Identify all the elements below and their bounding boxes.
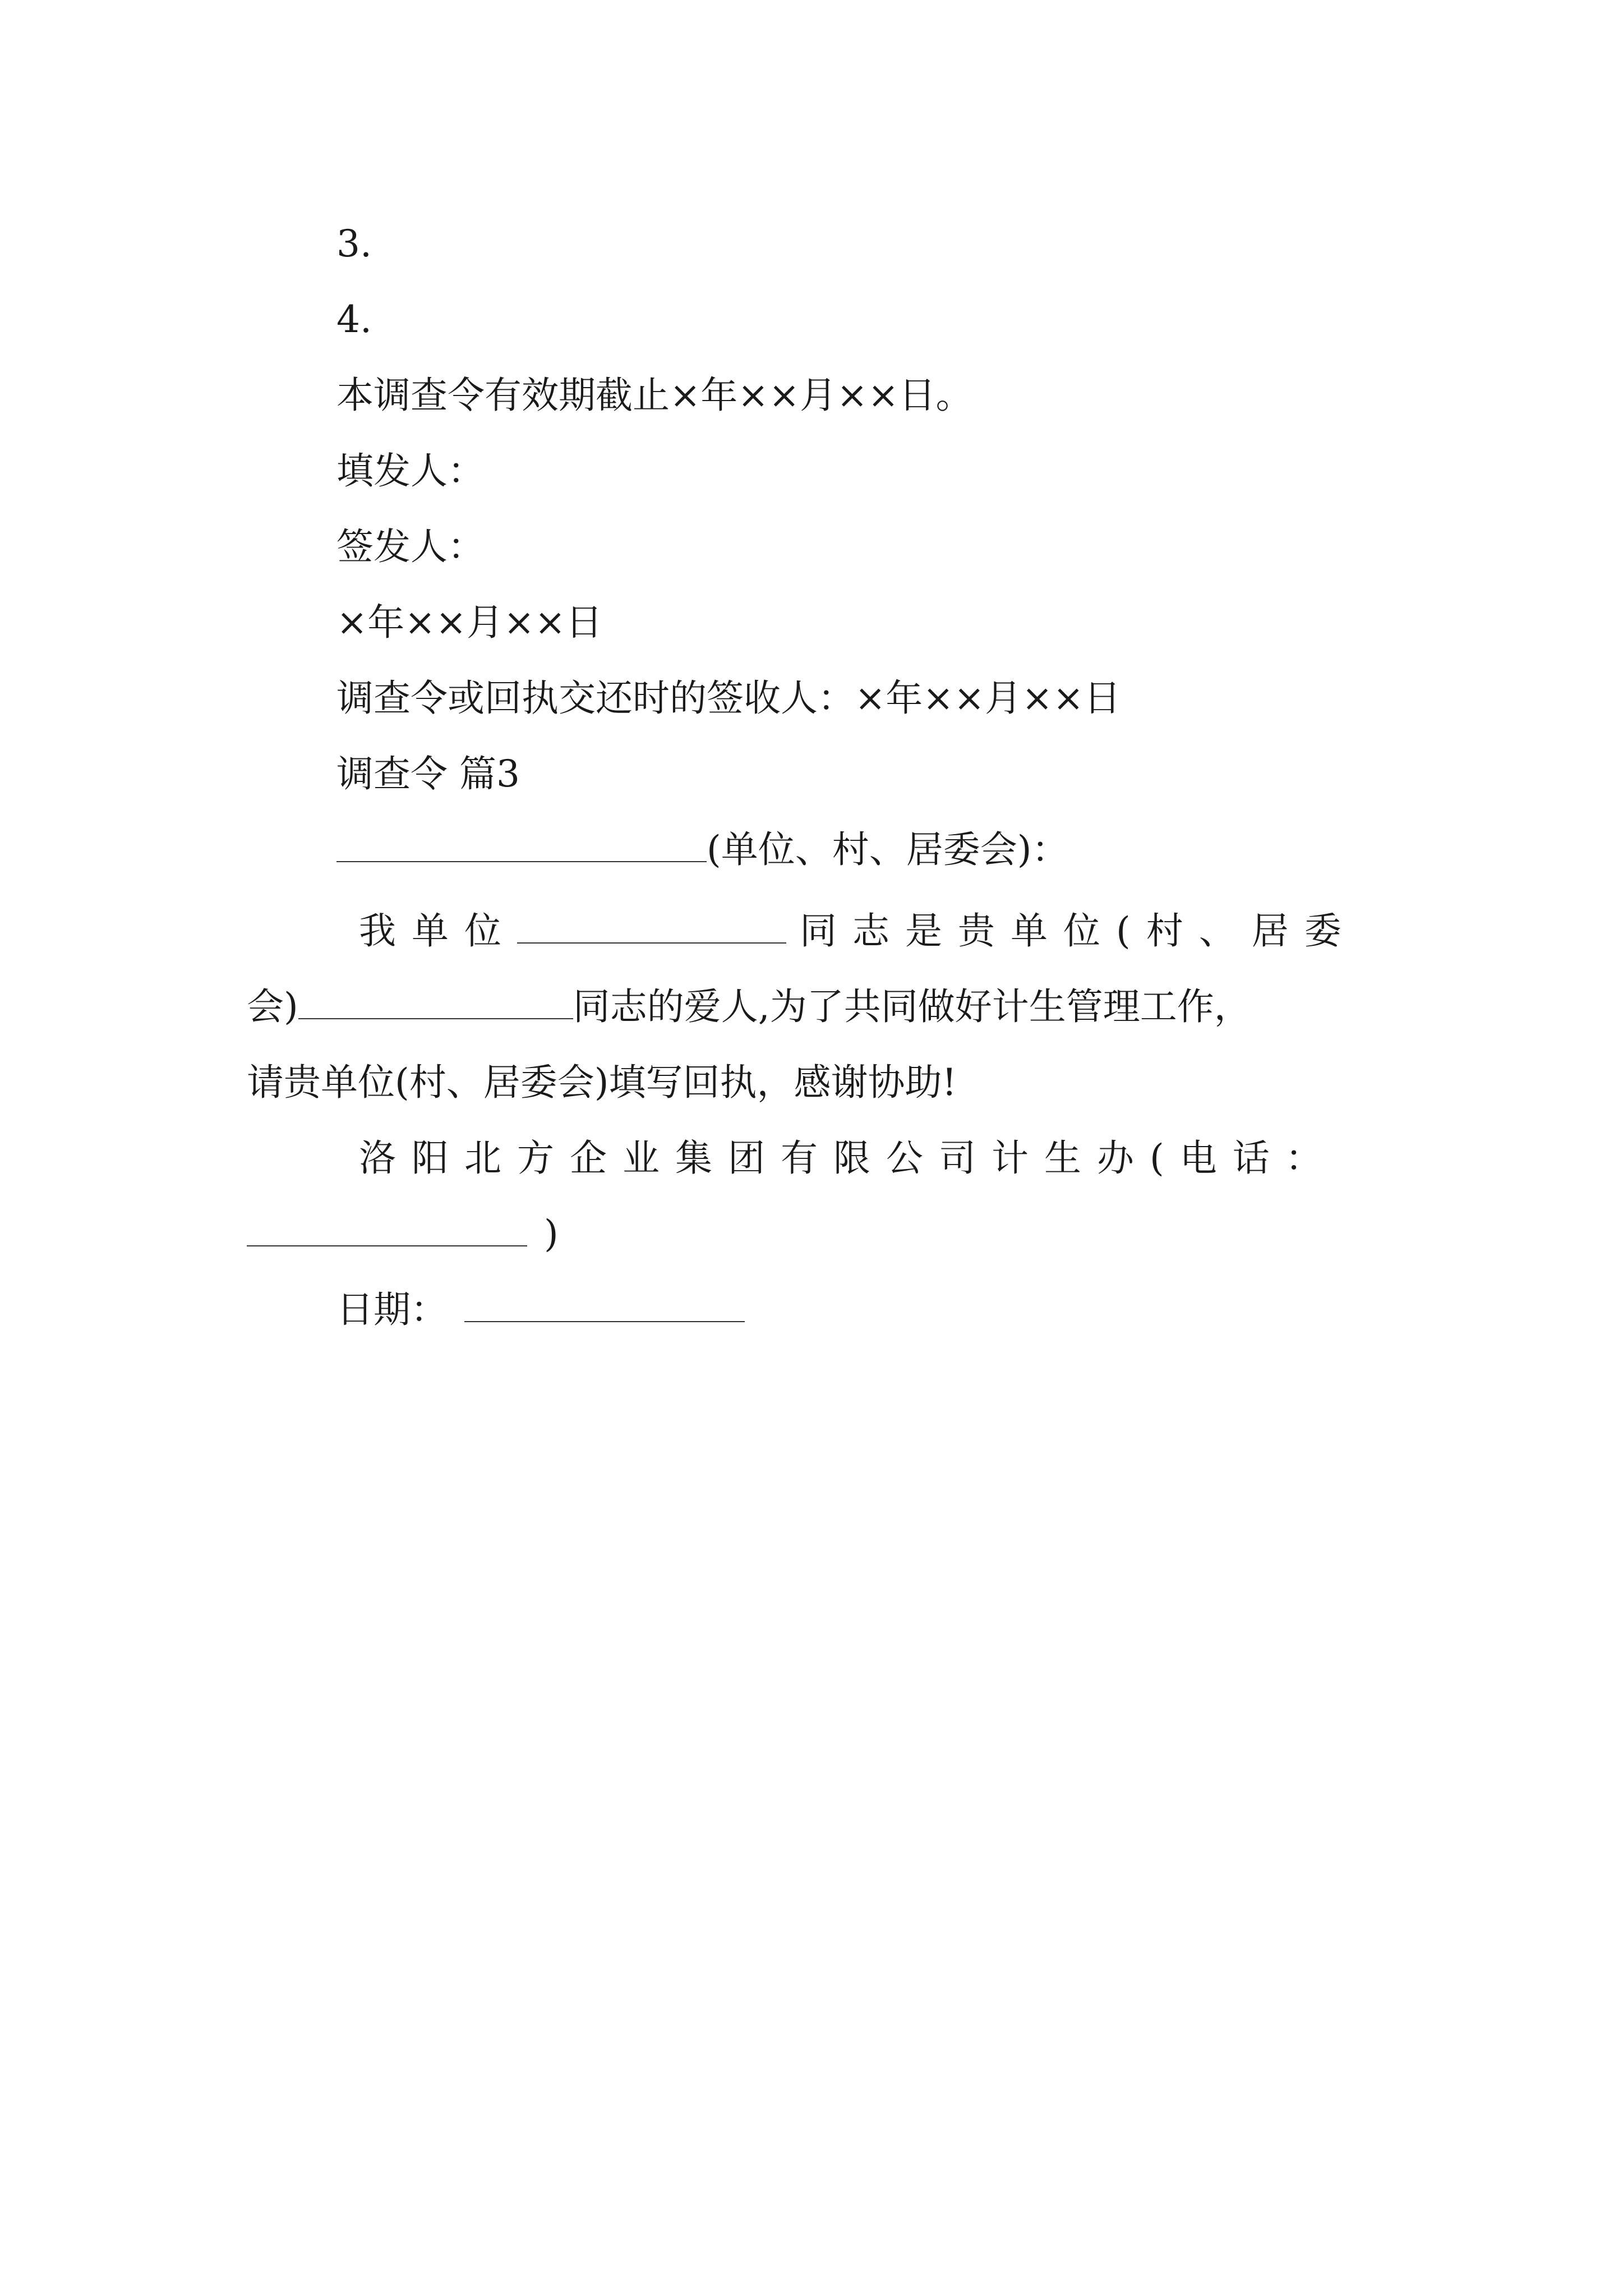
colleague-name-blank[interactable]: [517, 909, 786, 944]
phone-blank[interactable]: [247, 1212, 527, 1246]
spouse-name-blank[interactable]: [298, 984, 573, 1019]
addressee-line: [336, 827, 1069, 872]
phone-line: [247, 1212, 559, 1257]
signer-label: 签发人：: [336, 525, 485, 568]
body-line-1: [359, 909, 1357, 954]
close-paren: ): [544, 1212, 559, 1255]
addressee-suffix: (单位、村、居委会)：: [707, 828, 1069, 871]
body1-suffix: 同志是贵单位(村、居委: [800, 909, 1357, 953]
addressee-blank[interactable]: [336, 827, 707, 862]
date-field-line: [336, 1287, 745, 1332]
body-line-2: [247, 984, 1251, 1029]
validity-line: 本调查令有效期截止×年××月××日。: [336, 374, 973, 417]
body2-prefix: 会): [247, 985, 298, 1028]
item-3: 3.: [336, 222, 372, 265]
filler-label: 填发人：: [336, 449, 485, 493]
org-line: [359, 1136, 1338, 1181]
date-line: ×年××月××日: [336, 601, 603, 644]
body2-suffix: 同志的爱人,为了共同做好计生管理工作，: [573, 985, 1251, 1028]
receiver-line: 调查令或回执交还时的签收人：×年××月××日: [336, 677, 1121, 720]
section-title: 调查令 篇3: [336, 752, 520, 795]
body1-prefix: 我单位: [359, 909, 517, 953]
item-4: 4.: [336, 298, 372, 341]
date-label: 日期：: [336, 1288, 448, 1331]
body-line-3: 请贵单位(村、居委会)填写回执，感谢协助!: [247, 1061, 957, 1104]
org-text: 洛阳北方企业集团有限公司计生办(电话：: [359, 1137, 1338, 1180]
date-blank[interactable]: [464, 1287, 745, 1322]
